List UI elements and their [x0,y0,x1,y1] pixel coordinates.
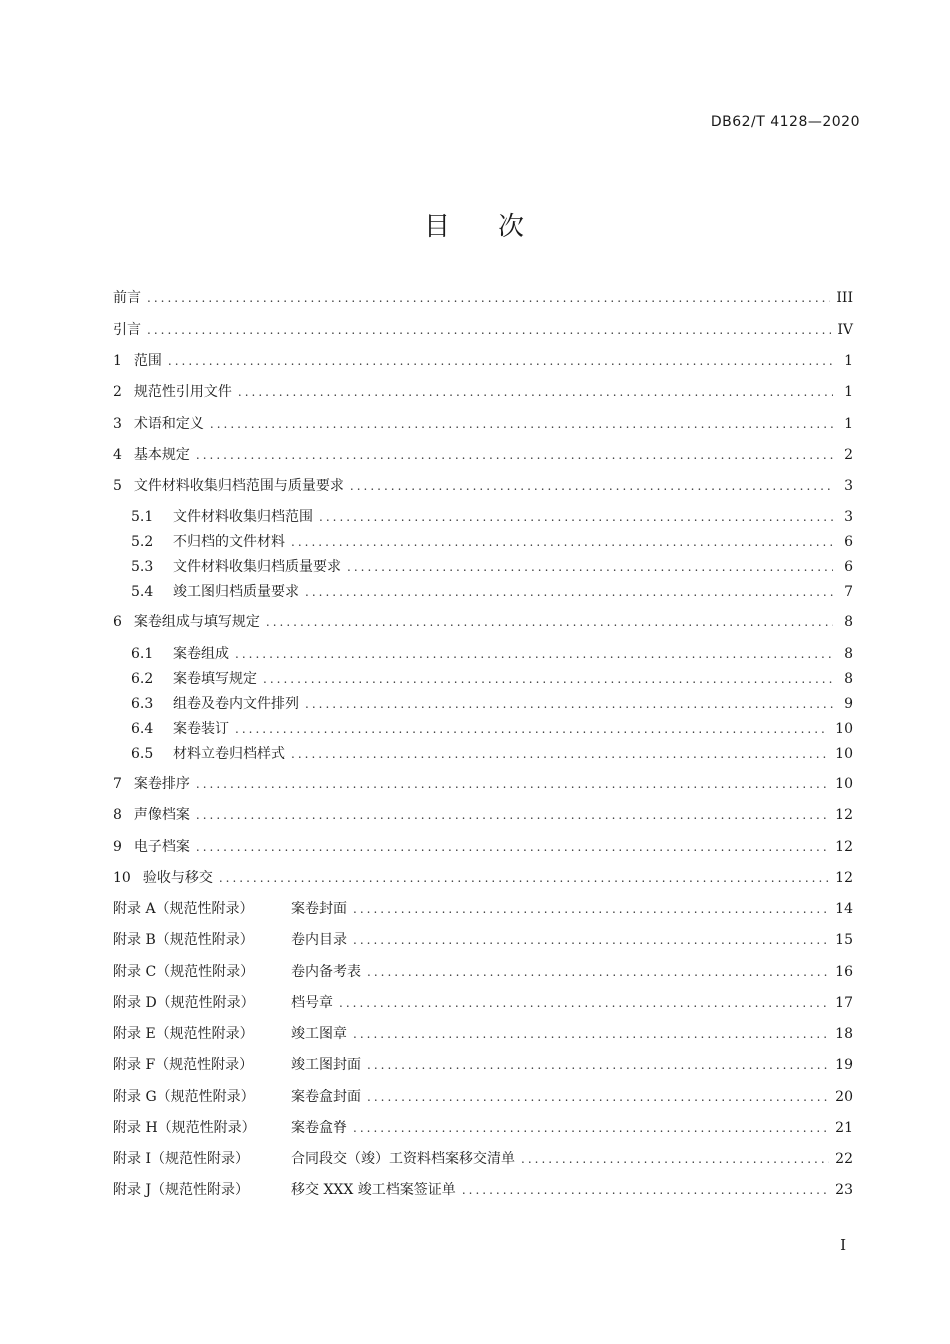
toc-entry-page: 19 [835,1057,853,1073]
toc-entry-label: 案卷排序 [133,776,190,792]
toc-entry[interactable] [113,1087,853,1107]
toc-entry-number: 附录 J（规范性附录） [113,1182,250,1198]
toc-entry-number: 附录 F（规范性附录） [113,1057,254,1073]
toc-entry[interactable] [113,351,853,371]
dot-leader [367,962,829,982]
toc-entry-number: 5.2 [131,534,154,550]
toc-entry-label: 竣工图封面 [291,1057,361,1073]
toc-entry-label: 术语和定义 [133,416,204,432]
toc-entry[interactable] [131,694,853,714]
title-char-1: 目 [423,212,452,242]
toc-entry-number: 附录 I（规范性附录） [113,1151,249,1167]
toc-entry-page: 23 [835,1182,853,1198]
toc-entry[interactable] [113,320,853,340]
dot-leader [347,557,833,577]
dot-leader [266,612,833,632]
toc-entry[interactable] [113,612,853,632]
toc-entry-number: 8 [113,807,122,823]
page-title [0,206,950,243]
toc-entry-page: 10 [835,776,853,792]
toc-entry[interactable] [113,899,853,919]
toc-entry[interactable] [113,805,853,825]
toc-entry-number: 5.1 [131,509,154,525]
toc-entry-page: 22 [835,1151,853,1167]
toc-entry-label: 规范性引用文件 [133,384,232,400]
toc-entry-label: 移交 XXX 竣工档案签证单 [291,1182,456,1198]
toc-entry-label: 文件材料收集归档质量要求 [173,559,341,575]
dot-leader [353,930,829,950]
toc-entry-label: 验收与移交 [142,870,213,886]
toc-entry-label: 引言 [113,322,141,338]
toc-entry-label: 文件材料收集归档范围与质量要求 [133,478,344,494]
page-number: I [840,1236,846,1254]
toc-entry-number: 6.5 [131,746,154,762]
toc-entry-label: 卷内目录 [291,932,347,948]
toc-entry-page: III [836,290,853,306]
toc-entry[interactable] [113,1180,853,1200]
toc-entry[interactable] [113,476,853,496]
dot-leader [521,1149,829,1169]
toc-entry-page: 7 [844,584,853,600]
toc-entry[interactable] [113,993,853,1013]
toc-entry[interactable] [113,868,853,888]
toc-entry-number: 附录 A（规范性附录） [113,901,254,917]
toc-entry-page: 20 [835,1089,853,1105]
toc-entry-page: 16 [835,964,853,980]
dot-leader [353,1024,829,1044]
toc-entry-page: 14 [835,901,853,917]
toc-entry-page: 12 [835,839,853,855]
dot-leader [235,719,829,739]
toc-entry-number: 6 [113,614,122,630]
toc-entry-page: 2 [844,447,853,463]
toc-entry-label: 案卷盒脊 [291,1120,347,1136]
toc-entry-number: 6.3 [131,696,154,712]
toc-entry-label: 声像档案 [133,807,190,823]
toc-entry-page: 8 [844,671,853,687]
toc-entry-number: 附录 D（规范性附录） [113,995,255,1011]
toc-entry-page: 17 [835,995,853,1011]
dot-leader [168,351,833,371]
dot-leader [291,532,833,552]
toc-entry-number: 1 [113,353,122,369]
toc-entry-label: 档号章 [291,995,333,1011]
toc-entry-label: 案卷填写规定 [173,671,257,687]
toc-entry-page: 15 [835,932,853,948]
toc-entry-label: 组卷及卷内文件排列 [173,696,299,712]
dot-leader [210,414,833,434]
toc-entry[interactable] [113,445,853,465]
dot-leader [350,476,833,496]
toc-entry-number: 4 [113,447,122,463]
toc-entry-number: 附录 C（规范性附录） [113,964,255,980]
toc-entry-page: 8 [844,646,853,662]
toc-entry-label: 案卷封面 [291,901,347,917]
dot-leader [367,1055,829,1075]
toc-entry-number: 3 [113,416,122,432]
toc-entry-label: 合同段交（竣）工资料档案移交清单 [291,1151,515,1167]
dot-leader [305,582,833,602]
toc-entry-page: 10 [835,721,853,737]
dot-leader [147,320,831,340]
dot-leader [238,382,833,402]
dot-leader [353,1118,829,1138]
toc-entry-label: 电子档案 [133,839,190,855]
toc-entry-page: 8 [844,614,853,630]
toc-entry-number: 5.3 [131,559,154,575]
dot-leader [462,1180,829,1200]
toc-entry[interactable] [113,962,853,982]
toc-entry[interactable] [113,1024,853,1044]
toc-entry[interactable] [113,382,853,402]
toc-entry[interactable] [113,774,853,794]
toc-entry-page: 18 [835,1026,853,1042]
toc-entry-number: 附录 E（规范性附录） [113,1026,254,1042]
toc-entry-label: 案卷组成与填写规定 [133,614,260,630]
toc-entry[interactable] [131,644,853,664]
toc-entry-page: 10 [835,746,853,762]
dot-leader [196,445,833,465]
toc-entry-label: 材料立卷归档样式 [173,746,285,762]
toc-entry-label: 范围 [133,353,162,369]
toc-entry-page: 21 [835,1120,853,1136]
toc-entry-number: 6.4 [131,721,154,737]
toc-entry[interactable] [113,288,853,308]
toc-entry-number: 5.4 [131,584,154,600]
toc-entry[interactable] [131,669,853,689]
dot-leader [367,1087,829,1107]
title-char-2: 次 [498,212,527,242]
toc-entry-number: 6.1 [131,646,154,662]
toc-entry-number: 附录 B（规范性附录） [113,932,254,948]
toc-entry-page: 1 [844,416,853,432]
toc-entry[interactable] [131,557,853,577]
toc-entry[interactable] [113,930,853,950]
toc-entry-page: 9 [844,696,853,712]
dot-leader [235,644,833,664]
toc-entry-label: 文件材料收集归档范围 [173,509,313,525]
dot-leader [196,774,829,794]
dot-leader [219,868,829,888]
document-code: DB62/T 4128—2020 [710,114,860,130]
dot-leader [263,669,833,689]
toc-entry[interactable] [131,532,853,552]
toc-entry-number: 6.2 [131,671,154,687]
toc-entry-number: 5 [113,478,122,494]
dot-leader [147,288,830,308]
toc-entry[interactable] [131,507,853,527]
toc-entry[interactable] [113,1118,853,1138]
toc-entry-label: 案卷组成 [173,646,229,662]
toc-entry[interactable] [113,837,853,857]
toc-entry-page: 3 [844,509,853,525]
toc-entry-page: 12 [835,870,853,886]
toc-entry-label: 竣工图归档质量要求 [173,584,299,600]
dot-leader [353,899,829,919]
dot-leader [305,694,833,714]
toc-entry-page: IV [837,322,853,338]
toc-entry-number: 9 [113,839,122,855]
toc-entry[interactable] [113,1055,853,1075]
toc-entry[interactable] [131,744,853,764]
dot-leader [196,837,829,857]
toc-entry-label: 前言 [113,290,141,306]
toc-entry-number: 7 [113,776,122,792]
toc-entry-page: 3 [844,478,853,494]
dot-leader [196,805,829,825]
toc-entry-page: 1 [844,384,853,400]
toc-entry-number: 2 [113,384,122,400]
dot-leader [291,744,829,764]
toc-entry-label: 卷内备考表 [291,964,361,980]
toc-entry-number: 附录 G（规范性附录） [113,1089,255,1105]
toc-entry[interactable] [113,1149,853,1169]
toc-entry[interactable] [113,414,853,434]
toc-entry[interactable] [131,719,853,739]
toc-entry-page: 1 [844,353,853,369]
toc-entry-label: 案卷盒封面 [291,1089,361,1105]
toc-entry-label: 竣工图章 [291,1026,347,1042]
toc-entry-number: 附录 H（规范性附录） [113,1120,256,1136]
toc-entry-label: 基本规定 [133,447,190,463]
toc-entry-page: 12 [835,807,853,823]
toc-entry-number: 10 [113,870,131,886]
toc-entry[interactable] [131,582,853,602]
dot-leader [319,507,833,527]
dot-leader [339,993,829,1013]
toc-entry-label: 案卷装订 [173,721,229,737]
toc-entry-page: 6 [844,534,853,550]
toc-entry-label: 不归档的文件材料 [173,534,285,550]
toc-entry-page: 6 [844,559,853,575]
